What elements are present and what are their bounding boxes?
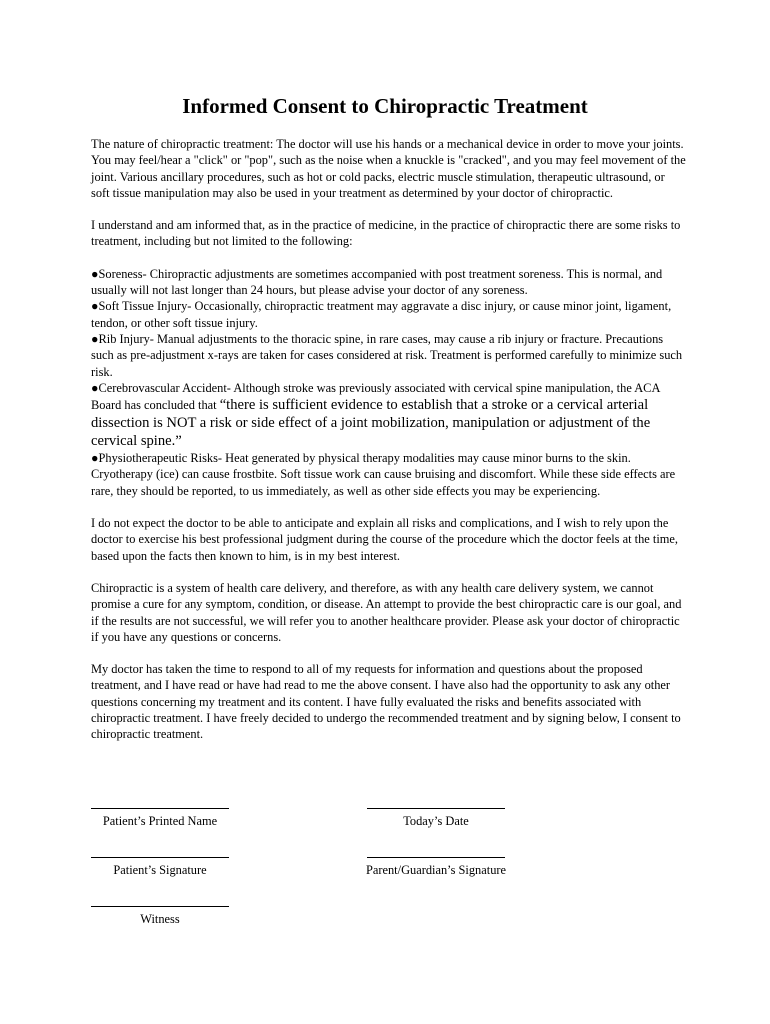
aca-board-quote: “there is sufficient evidence to establish that a stroke or a cervical arterial dissection is NOT a risk or side effect of a joint mobilization, manipulation or adjustment of the cervical spine.” xyxy=(91,397,651,450)
risk-item-soft-tissue-injury: ●Soft Tissue Injury- Occasionally, chiropractic treatment may aggravate a disc injury, or cause minor joint, ligament, tendon, or other soft tissue injury. xyxy=(91,299,672,330)
paragraph-expectations: I do not expect the doctor to be able to anticipate and explain all risks and complications, and I wish to rely upon the doctor to exercise his best professional judgment during the course of the procedure which the doctor feels at the time, based upon the facts then known to him, is in my best interest. xyxy=(91,516,678,563)
paragraph-consent-statement: My doctor has taken the time to respond to all of my requests for information and questions about the proposed treatment, and I have read or have had read to me the above consent. I have also had the opportunity to ask any other questions concerning my treatment and its content. I have fully evaluated the risks and benefits associated with chiropractic treatment. I have freely decided to undergo the recommended treatment and by signing below, I consent to chiropractic treatment. xyxy=(91,662,681,742)
cva-intro-text: ●Cerebrovascular Accident- Although stroke was previously associated with cervical spine manipulation, the ACA Board has concluded that xyxy=(91,380,660,413)
patient-signature-block[interactable] xyxy=(90,857,230,878)
guardian-signature-label: Parent/Guardian’s Signature xyxy=(365,863,507,877)
guardian-signature-line[interactable] xyxy=(367,857,505,858)
todays-date-label: Today’s Date xyxy=(403,814,469,828)
patient-signature-label: Patient’s Signature xyxy=(113,863,207,877)
todays-date-block[interactable] xyxy=(366,808,506,829)
document-title: Informed Consent to Chiropractic Treatment xyxy=(182,94,588,118)
witness-label: Witness xyxy=(140,912,180,926)
risk-item-rib-injury: ●Rib Injury- Manual adjustments to the thoracic spine, in rare cases, may cause a rib injury or fracture. Precautions such as pre-adjustment x-rays are taken for cases considered at risk. Treatment is performed carefully to minimize such risk. xyxy=(91,331,683,379)
paragraph-nature-of-treatment: The nature of chiropractic treatment: The doctor will use his hands or a mechanical device in order to move your joints. You may feel/hear a "click" or "pop", such as the noise when a knuckle is "cracked", and you may feel movement of the joint. Various ancillary procedures, such as hot or cold packs, electric muscle stimulation, therapeutic ultrasound, or soft tissue manipulation may also be used in your treatment as determined by your doctor of chiropractic. xyxy=(91,137,686,200)
risk-list xyxy=(91,266,686,499)
risk-item-physiotherapeutic: ●Physiotherapeutic Risks- Heat generated by physical therapy modalities may cause minor burns to the skin. Cryotherapy (ice) can cause frostbite. Soft tissue work can cause bruising and discomfort. While these side effects are rare, they should be reported, to us immediately, as well as other side effects you may be experiencing. xyxy=(91,451,676,498)
paragraph-no-guarantee: Chiropractic is a system of health care delivery, and therefore, as with any health care delivery system, we cannot promise a cure for any symptom, condition, or disease. An attempt to provide the best chiropractic care is our goal, and if the results are not successful, we will refer you to another healthcare provider. Please ask your doctor of chiropractic if you have any questions or concerns. xyxy=(91,580,682,644)
patient-printed-name-label: Patient’s Printed Name xyxy=(102,814,218,828)
risk-item-cerebrovascular-accident xyxy=(91,380,686,450)
todays-date-line[interactable] xyxy=(367,808,505,809)
witness-block[interactable] xyxy=(90,906,230,927)
patient-printed-name-line[interactable] xyxy=(91,808,229,809)
guardian-signature-block[interactable] xyxy=(346,857,526,878)
paragraph-risks-intro: I understand and am informed that, as in the practice of medicine, in the practice of chiropractic there are some risks to treatment, including but not limited to the following: xyxy=(91,218,681,249)
risk-item-soreness: ●Soreness- Chiropractic adjustments are sometimes accompanied with post treatment soreness. This is normal, and usually will not last longer than 24 hours, but please advise your doctor of any soreness. xyxy=(91,266,663,298)
patient-printed-name-block[interactable] xyxy=(90,808,230,829)
witness-line[interactable] xyxy=(91,906,229,907)
patient-signature-line[interactable] xyxy=(91,857,229,858)
document-body xyxy=(91,136,686,759)
